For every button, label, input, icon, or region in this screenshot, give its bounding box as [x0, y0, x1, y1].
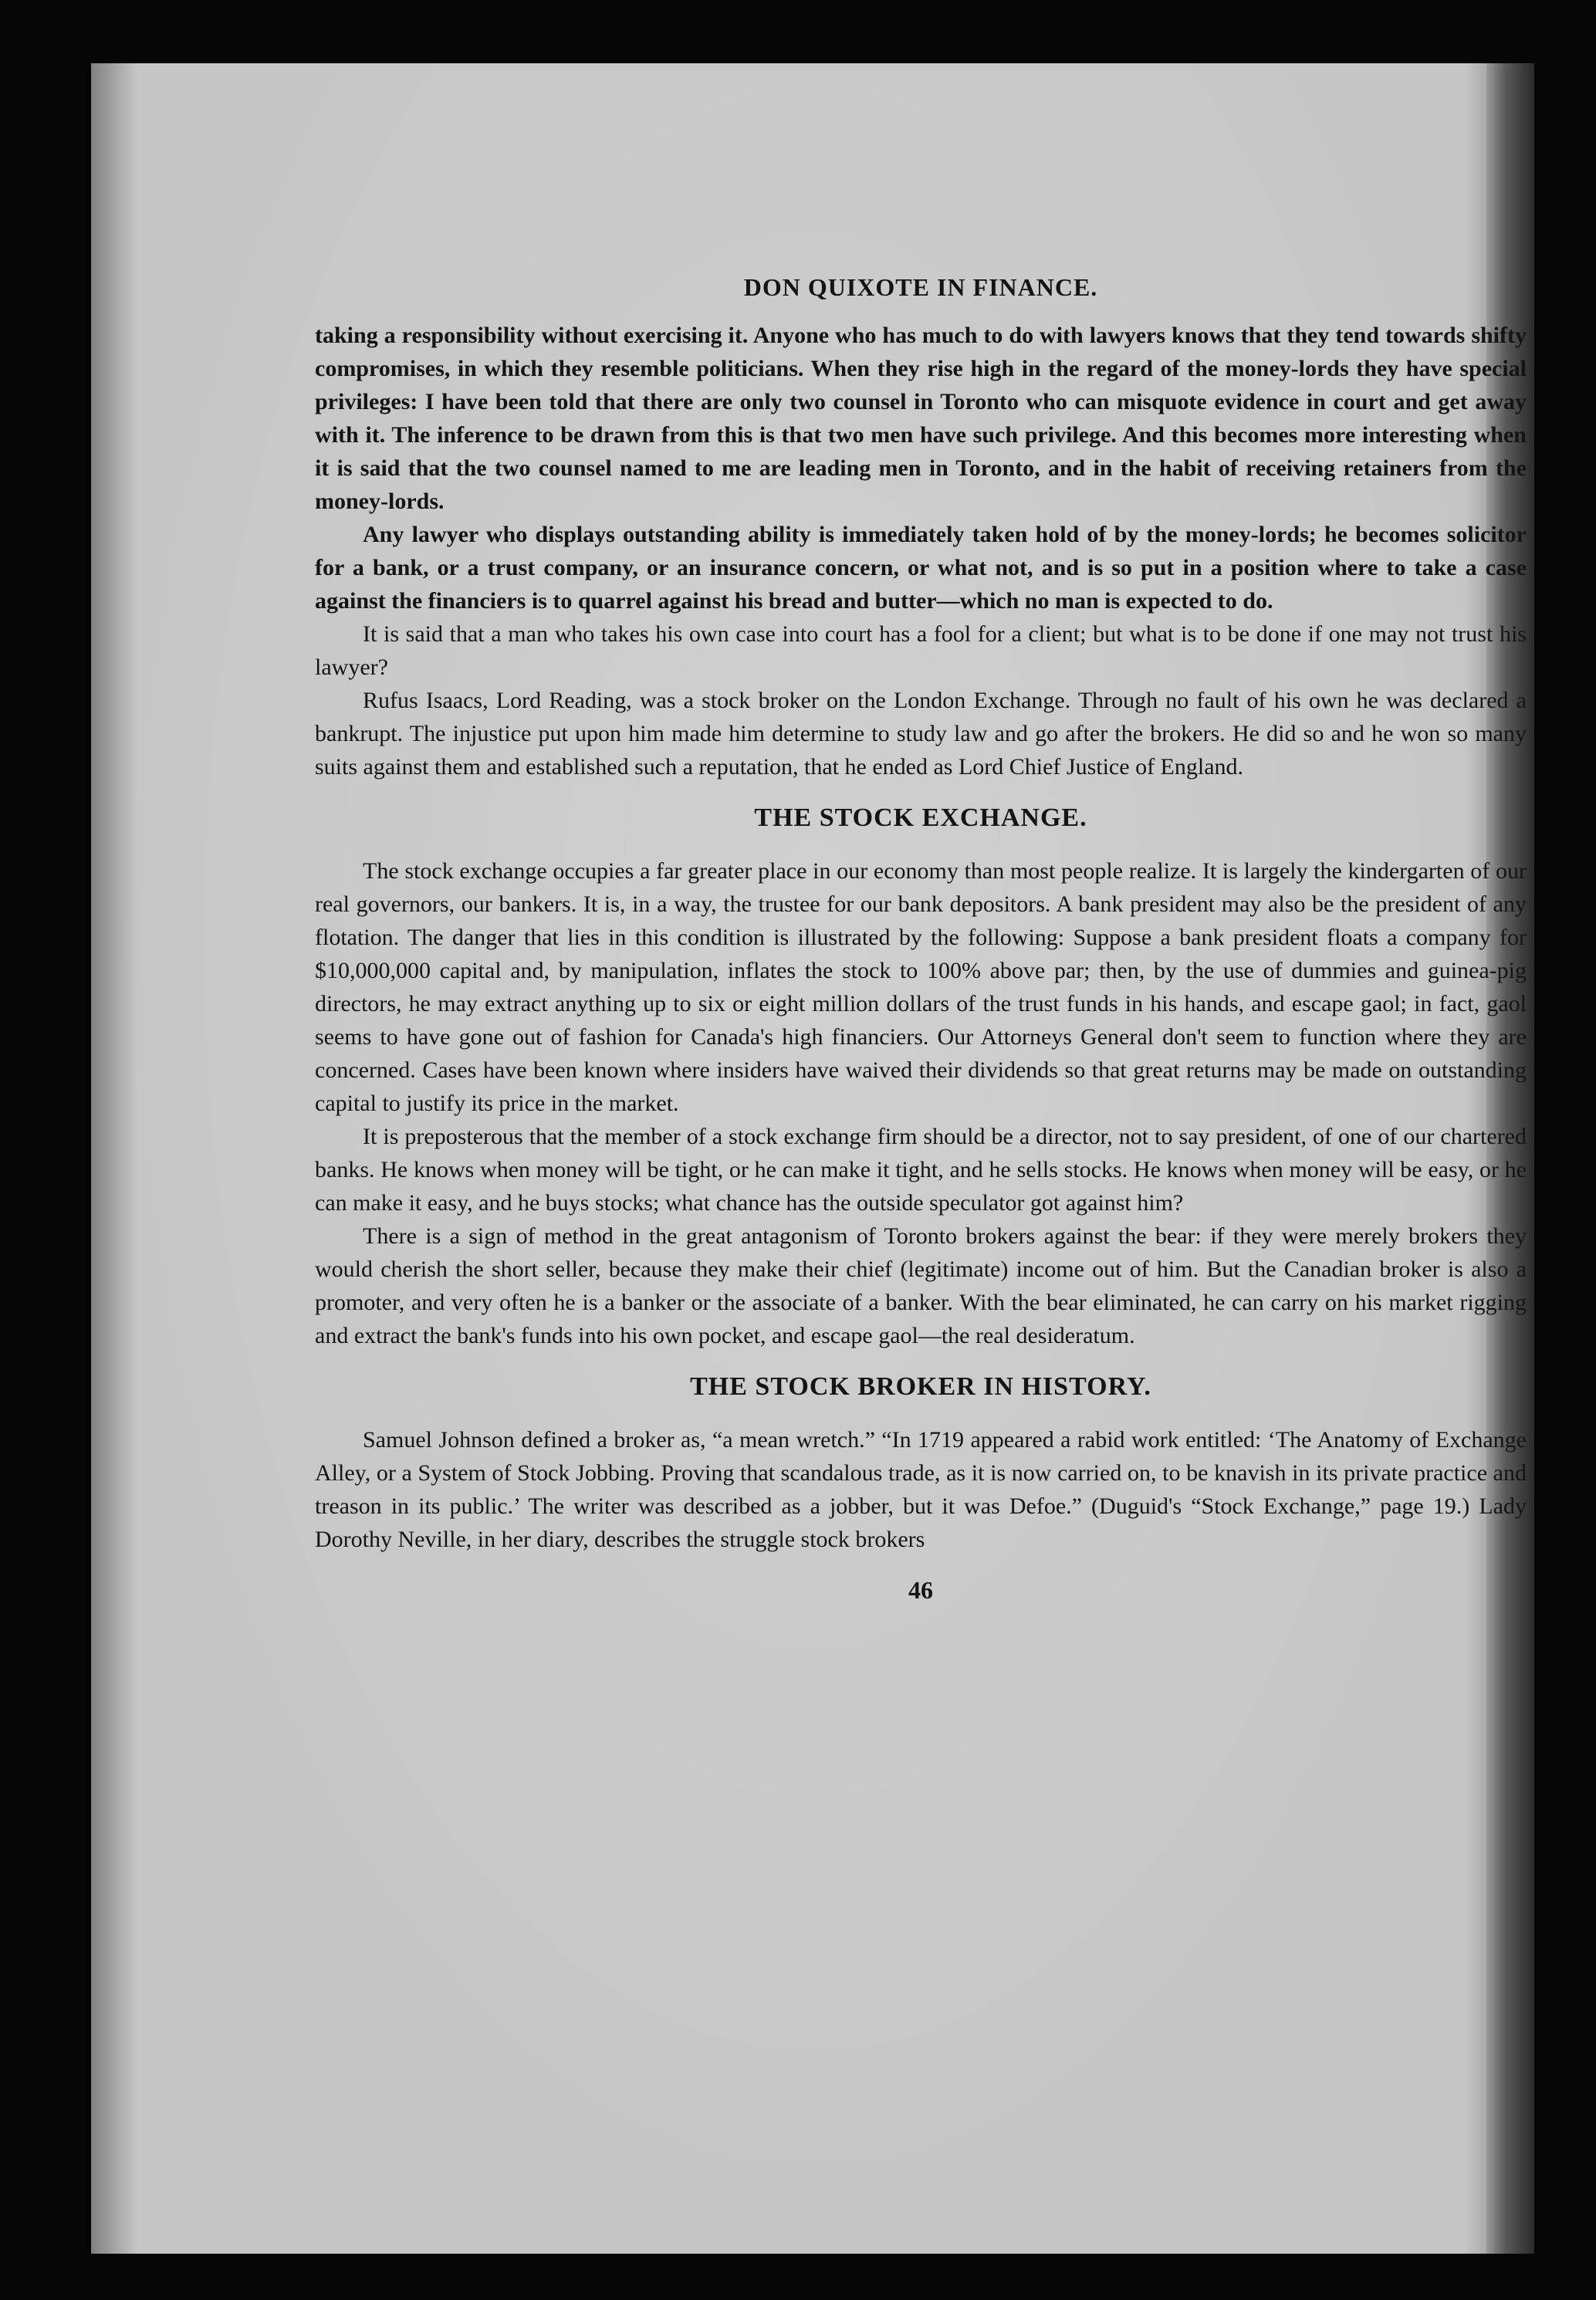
running-head: DON QUIXOTE IN FINANCE.	[743, 273, 1098, 301]
paragraph: It is preposterous that the member of a stock exchange firm should be a director, not to say president, of one of our chartered banks. He knows when money will be tight, or he can make it tight, and he sells stocks. He knows when money will be easy, or he can make it easy, and he buys stocks; what chance has the outside speculator got against him?	[315, 1124, 1527, 1216]
bold-text-block	[315, 319, 1527, 617]
section-heading-stock-exchange: THE STOCK EXCHANGE.	[754, 803, 1087, 832]
section-heading-stock-broker-history: THE STOCK BROKER IN HISTORY.	[690, 1372, 1151, 1401]
paragraph: Samuel Johnson defined a broker as, “a mean wretch.” “In 1719 appeared a rabid work entitled: ‘The Anatomy of Exchange Alley, or a System of Stock Jobbing. Proving that scandalous trade, as it is now carried on, to be knavish in its private practice and treason in its public.’ The writer was described as a jobber, but it was Defoe.” (Duguid's “Stock Exchange,” page 19.) Lady Dorothy Neville, in her diary, describes the struggle stock brokers	[315, 1427, 1527, 1552]
paragraph: It is said that a man who takes his own case into court has a fool for a client; but what is to be done if one may not trust his lawyer?	[315, 621, 1527, 680]
paragraph: taking a responsibility without exercising it. Anyone who has much to do with lawyers knows that they tend towards shifty compromises, in which they resemble politicians. When they rise high in the regard of the money-lords they have special privileges: I have been told that there are only two counsel in Toronto who can misquote evidence in court and get away with it. The inference to be drawn from this is that two men have such privilege. And this becomes more interesting when it is said that the two counsel named to me are leading men in Toronto, and in the habit of receiving retainers from the money-lords.	[315, 323, 1527, 514]
page-number: 46	[908, 1576, 933, 1604]
book-page	[91, 63, 1534, 2254]
paragraph: Rufus Isaacs, Lord Reading, was a stock broker on the London Exchange. Through no fault of his own he was declared a bankrupt. The injustice put upon him made him determine to study law and go after the brokers. He did so and he won so many suits against them and established such a reputation, that he ended as Lord Chief Justice of England.	[315, 688, 1527, 780]
paragraph: Any lawyer who displays outstanding ability is immediately taken hold of by the money-lords; he becomes solicitor for a bank, or a trust company, or an insurance concern, or what not, and is so put in a position where to take a case against the financiers is to quarrel against his bread and butter—which no man is expected to do.	[315, 522, 1527, 614]
paragraph: The stock exchange occupies a far greater place in our economy than most people realize. It is largely the kindergarten of our real governors, our bankers. It is, in a way, the trustee for our bank depositors. A bank president may also be the president of any flotation. The danger that lies in this condition is illustrated by the following: Suppose a bank president floats a company for $10,000,000 capital and, by manipulation, inflates the stock to 100% above par; then, by the use of dummies and guinea-pig directors, he may extract anything up to six or eight million dollars of the trust funds in his hands, and escape gaol; in fact, gaol seems to have gone out of fashion for Canada's high financiers. Our Attorneys General don't seem to function where they are concerned. Cases have been known where insiders have waived their dividends so that great returns may be made on outstanding capital to justify its price in the market.	[315, 858, 1527, 1116]
paragraph: There is a sign of method in the great antagonism of Toronto brokers against the bear: if they were merely brokers they would cherish the short seller, because they make their chief (legitimate) income out of him. But the Canadian broker is also a promoter, and very often he is a banker or the associate of a banker. With the bear eliminated, he can carry on his market rigging and extract the bank's funds into his own pocket, and escape gaol—the real desideratum.	[315, 1223, 1527, 1348]
page-body	[315, 218, 1527, 2224]
